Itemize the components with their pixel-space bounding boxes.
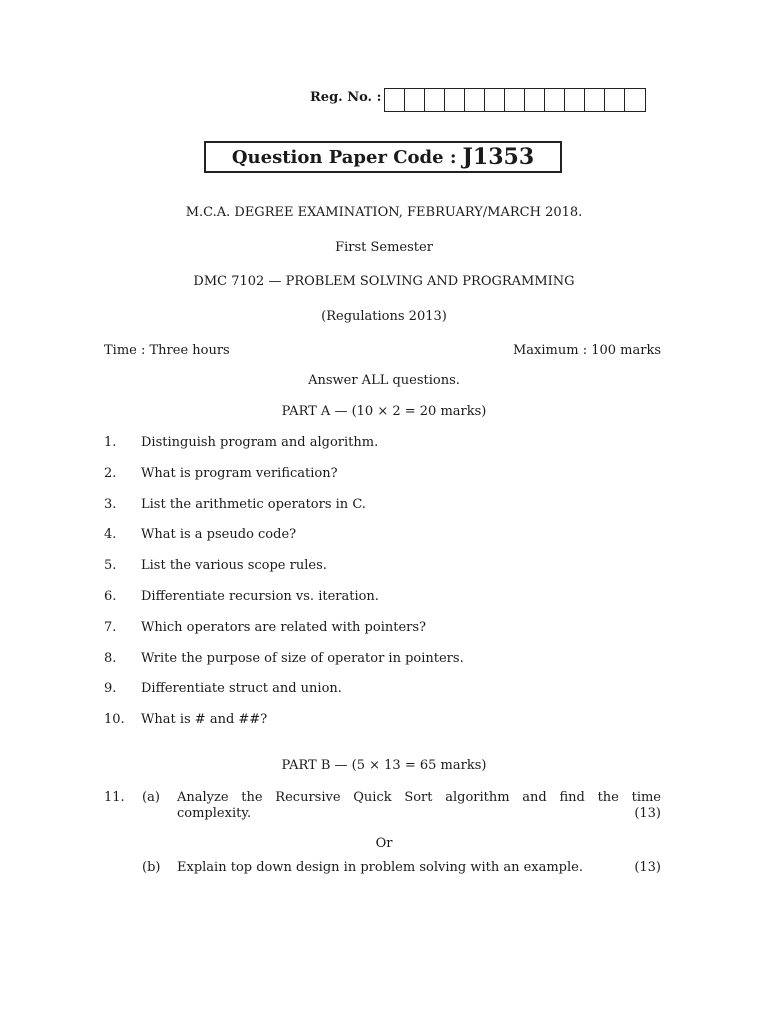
reg-no-digit-box[interactable]	[605, 89, 625, 111]
reg-no-digit-box[interactable]	[485, 89, 505, 111]
question-text: List the various scope rules.	[141, 558, 327, 573]
exam-title: M.C.A. DEGREE EXAMINATION, FEBRUARY/MARCH 2018.	[185, 205, 583, 220]
question-marks: (13)	[634, 806, 661, 821]
part-a-heading: PART A — (10 × 2 = 20 marks)	[281, 404, 487, 419]
question-text: Analyze the Recursive Quick Sort algorithm and find the time	[177, 790, 661, 805]
question-paper-code-box	[204, 141, 562, 173]
reg-no-boxes[interactable]	[384, 88, 646, 112]
or-separator: Or	[375, 836, 393, 851]
reg-no-digit-box[interactable]	[585, 89, 605, 111]
question-text: What is a pseudo code?	[141, 527, 297, 542]
question-text: Differentiate struct and union.	[141, 681, 342, 696]
reg-no-digit-box[interactable]	[525, 89, 545, 111]
reg-no-digit-box[interactable]	[385, 89, 405, 111]
question-number: 10.	[104, 712, 125, 727]
instruction: Answer ALL questions.	[308, 373, 460, 388]
question-number: 8.	[104, 651, 117, 666]
question-text: Write the purpose of size of operator in pointers.	[141, 651, 464, 666]
reg-no-digit-box[interactable]	[465, 89, 485, 111]
reg-no-digit-box[interactable]	[405, 89, 425, 111]
reg-no-digit-box[interactable]	[545, 89, 565, 111]
semester: First Semester	[335, 240, 433, 255]
reg-no-digit-box[interactable]	[565, 89, 585, 111]
regulations: (Regulations 2013)	[321, 309, 447, 324]
question-number: 4.	[104, 527, 117, 542]
question-paper-code-label: Question Paper Code :	[231, 146, 457, 168]
question-text: What is # and ##?	[141, 712, 268, 727]
question-marks: (13)	[634, 860, 661, 875]
question-text: Which operators are related with pointers?	[141, 620, 426, 635]
question-paper-code: J1353	[462, 144, 535, 170]
question-number: 3.	[104, 497, 117, 512]
reg-no-digit-box[interactable]	[425, 89, 445, 111]
question-text: complexity.	[177, 806, 252, 821]
question-text: What is program verification?	[141, 466, 338, 481]
question-number: 2.	[104, 466, 117, 481]
question-text: Distinguish program and algorithm.	[141, 435, 379, 450]
question-number: 11.	[104, 790, 125, 805]
reg-no-digit-box[interactable]	[445, 89, 465, 111]
question-number: 6.	[104, 589, 117, 604]
question-text: Differentiate recursion vs. iteration.	[141, 589, 379, 604]
question-number: 5.	[104, 558, 117, 573]
reg-no-digit-box[interactable]	[505, 89, 525, 111]
time-allowed: Time : Three hours	[104, 343, 230, 358]
option-label: (b)	[142, 860, 161, 875]
reg-no-digit-box[interactable]	[625, 89, 645, 111]
course-title: DMC 7102 — PROBLEM SOLVING AND PROGRAMMING	[193, 274, 575, 289]
maximum-marks: Maximum : 100 marks	[512, 343, 661, 358]
question-number: 1.	[104, 435, 117, 450]
question-text: Explain top down design in problem solving with an example.	[177, 860, 583, 875]
reg-no-label: Reg. No. :	[310, 90, 382, 105]
question-text: List the arithmetic operators in C.	[141, 497, 366, 512]
question-number: 9.	[104, 681, 117, 696]
question-number: 7.	[104, 620, 117, 635]
part-b-heading: PART B — (5 × 13 = 65 marks)	[281, 758, 487, 773]
option-label: (a)	[142, 790, 160, 805]
